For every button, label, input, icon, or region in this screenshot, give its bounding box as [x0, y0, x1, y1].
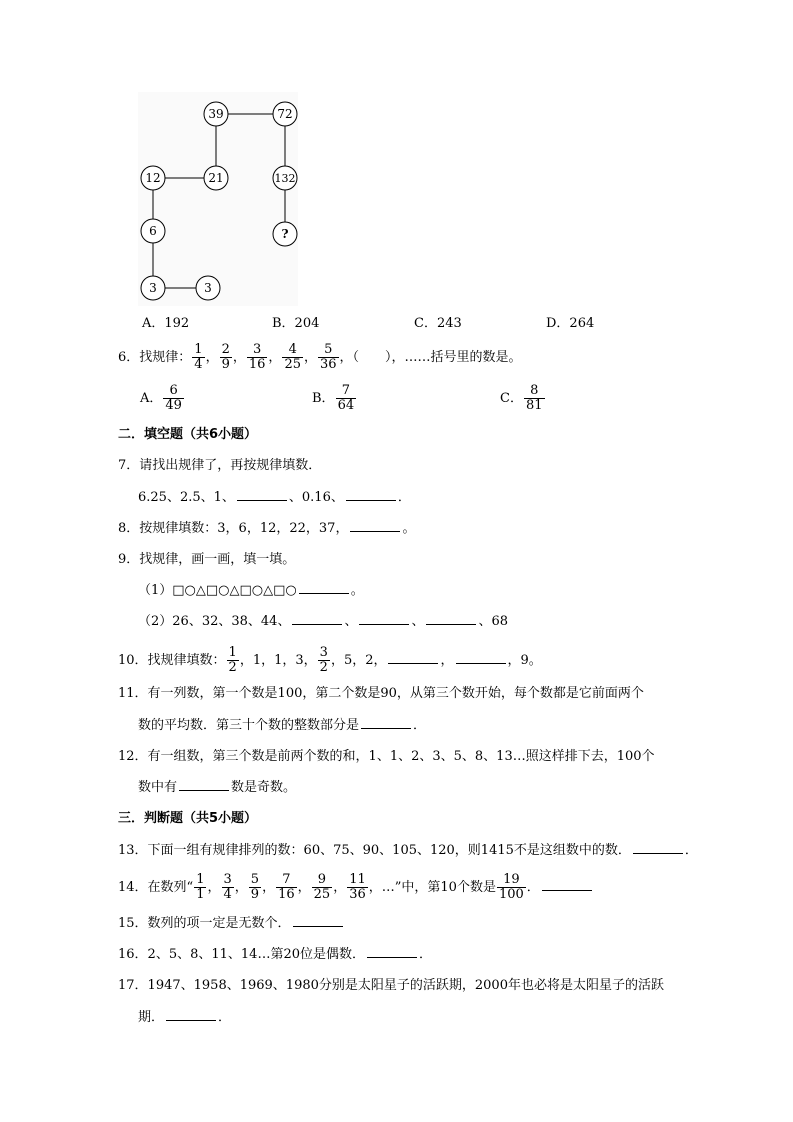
answer-blank[interactable] [633, 841, 683, 854]
number-path-diagram [0, 0, 793, 310]
question-13: 13．下面一组有规律排列的数：60、75、90、105、120，则1415不是这组数中的数． ． [118, 843, 698, 858]
answer-blank[interactable] [350, 519, 400, 532]
fraction: $\frac{9}{25}$ [313, 872, 331, 902]
question-10: 10．找规律填数： $\frac{1}{2}$ ，1，1，3， $\frac{3}{2}$ ，5，2， ， ，9。 [118, 645, 542, 675]
fraction: $\frac{3}{16}$ [248, 342, 266, 372]
question-7: 7．请找出规律了，再按规律填数． [118, 458, 322, 473]
question-9-part-1: （1）□○△□○△□○△□○ 。 [138, 583, 364, 598]
answer-blank[interactable] [542, 878, 592, 891]
q5-option-b: B．204 [272, 316, 320, 331]
fraction: $\frac{1}{1}$ [196, 872, 205, 902]
answer-blank[interactable] [361, 716, 411, 729]
q5-option-c: C．243 [414, 316, 462, 331]
answer-blank[interactable] [179, 778, 229, 791]
fraction: $\frac{3}{2}$ [319, 645, 328, 675]
question-17-line-2: 期． ． [138, 1010, 232, 1025]
answer-blank[interactable] [367, 945, 417, 958]
q6-suffix: ，（ ），……括号里的数是。 [339, 350, 522, 365]
question-12-line-2: 数中有 数是奇数。 [138, 780, 297, 795]
question-8: 8．按规律填数：3，6，12，22，37， 。 [118, 521, 416, 536]
node-label: 3 [149, 281, 157, 295]
node-label: 39 [208, 107, 224, 121]
node-label: 132 [274, 172, 296, 185]
answer-blank[interactable] [293, 914, 343, 927]
question-15: 15．数列的项一定是无数个． [118, 914, 345, 934]
answer-blank[interactable] [346, 488, 396, 501]
node-label: 21 [208, 171, 224, 185]
question-9-part-2: （2）26、32、38、44、 、 、 、68 [138, 614, 509, 629]
question-9: 9．找规律，画一画，填一填。 [118, 552, 296, 567]
question-12-line-1: 12．有一组数，第三个数是前两个数的和，1、1、2、3、5、8、13…照这样排下去，100个 [118, 749, 655, 764]
q5-option-d: D．264 [546, 316, 595, 331]
section-2-heading: 二．填空题（共6小题） [118, 427, 258, 442]
answer-blank[interactable] [456, 651, 506, 664]
node-label: 12 [145, 171, 161, 185]
fraction: $\frac{1}{2}$ [228, 645, 237, 675]
answer-blank[interactable] [166, 1008, 216, 1021]
question-6: 6．找规律： $\frac{1}{4}$ ， $\frac{2}{9}$ ， $\frac{3}{16}$ ， $\frac{4}{25}$ ， $\frac{5}{36}$ ，（ ），……括号里的数是。 [118, 342, 522, 372]
answer-blank[interactable] [237, 488, 287, 501]
section-3-heading: 三．判断题（共5小题） [118, 811, 258, 826]
question-7-sequence: 6.25、2.5、1、 、0.16、 ． [138, 490, 411, 505]
q5-option-a: A．192 [142, 316, 190, 331]
answer-blank[interactable] [292, 612, 342, 625]
fraction: $\frac{7}{16}$ [278, 872, 295, 902]
answer-blank[interactable] [426, 612, 476, 625]
question-14: 14．在数列“ $\frac{1}{1}$ ， $\frac{3}{4}$ ， $\frac{5}{9}$ ， $\frac{7}{16}$ ， $\frac{9}{25}$ ， $\frac{11}{36}$ ，…”中，第10个数是 $\frac{19}{100}$ ． [118, 873, 594, 902]
fraction: $\frac{19}{100}$ [498, 872, 524, 902]
question-11-line-1: 11．有一列数，第一个数是100，第二个数是90，从第三个数开始，每个数都是它前面两个 [118, 686, 644, 701]
answer-blank[interactable] [359, 612, 409, 625]
fraction: $\frac{1}{4}$ [194, 342, 203, 372]
node-label: 6 [149, 224, 157, 238]
fraction: $\frac{5}{36}$ [320, 342, 337, 372]
fraction: $\frac{3}{4}$ [223, 872, 232, 902]
q6-prefix: 6．找规律： [118, 350, 192, 365]
q6-option-b: B． $\frac{7}{64}$ [312, 383, 355, 413]
answer-blank[interactable] [299, 581, 349, 594]
question-16: 16．2、5、8、11、14…第20位是偶数． ． [118, 947, 432, 962]
q6-option-a: A． $\frac{6}{49}$ [140, 383, 182, 413]
q6-option-c: C． $\frac{8}{81}$ [500, 383, 543, 413]
question-17-line-1: 17．1947、1958、1969、1980分别是太阳星子的活跃期，2000年也必将是太阳星子的活跃 [118, 978, 664, 993]
fraction: $\frac{4}{25}$ [284, 342, 301, 372]
answer-blank[interactable] [388, 651, 438, 664]
node-label: 3 [204, 281, 212, 295]
fraction: $\frac{2}{9}$ [221, 342, 230, 372]
fraction: $\frac{11}{36}$ [349, 872, 366, 902]
question-11-line-2: 数的平均数．第三十个数的整数部分是 ． [138, 718, 427, 733]
node-label: 72 [277, 107, 293, 121]
node-label: ? [281, 227, 289, 241]
fraction: $\frac{5}{9}$ [250, 872, 260, 902]
